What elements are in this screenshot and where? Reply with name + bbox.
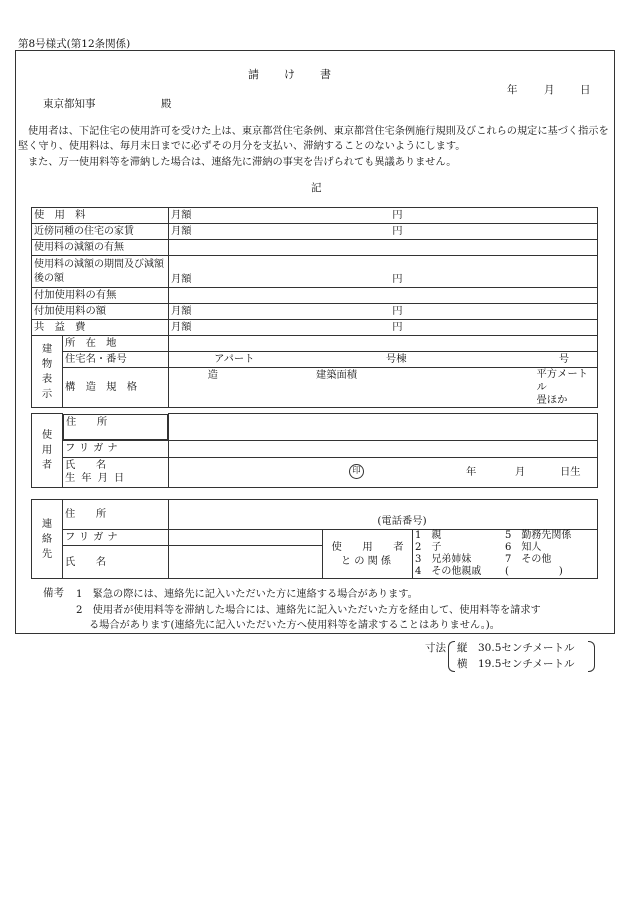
fee-label-gengaku-kikan: 使用料の減額の期間及び減額後の額 — [32, 256, 169, 288]
building-sqm: 平方メートル — [536, 368, 588, 393]
building-group-label: 建物表示 — [32, 336, 63, 408]
fee-unit: 円 — [197, 320, 417, 336]
contact-name-value[interactable] — [169, 546, 323, 579]
building-location-label: 所 在 地 — [63, 336, 169, 352]
note-2-line2: る場合があります(連絡先に記入いただいた方へ使用料等を請求することはありません。)。 — [89, 620, 500, 631]
contact-name-label: 氏 名 — [63, 546, 169, 579]
addressee-name: 東京都知事 — [43, 98, 96, 110]
user-furigana-label: フリガナ — [63, 440, 169, 457]
user-group-label: 使用者 — [32, 414, 63, 488]
fee-label-shiyoryo: 使 用 料 — [32, 208, 169, 224]
bracket-left — [448, 641, 455, 672]
note-1: 1 緊急の際には、連絡先に記入いただいた方に連絡する場合があります。 — [76, 589, 418, 600]
fee-row — [32, 304, 598, 320]
ki-heading: 記 — [311, 182, 322, 194]
contact-group-label: 連絡先 — [32, 500, 63, 579]
fee-row — [32, 240, 598, 256]
relation-option-row — [415, 554, 595, 566]
contact-furigana-label: フリガナ — [63, 530, 169, 546]
relation-option[interactable]: ( ) — [505, 566, 563, 577]
relation-option[interactable]: 5 勤務先関係 — [505, 530, 572, 541]
dimensions-label: 寸法 — [425, 642, 446, 654]
contact-furigana-value[interactable] — [169, 530, 323, 546]
fee-table — [31, 207, 598, 408]
user-birth-month: 月 — [515, 465, 526, 478]
user-birth-day: 日生 — [560, 465, 581, 478]
user-furigana-value[interactable] — [169, 440, 598, 457]
relation-option[interactable]: 7 その他 — [505, 554, 552, 565]
user-table — [31, 413, 598, 488]
user-name-label: 氏 名 — [65, 459, 107, 471]
fee-label-fuka-umu: 付加使用料の有無 — [32, 288, 169, 304]
relation-option[interactable]: 1 親 — [415, 530, 442, 541]
addressee-honorific: 殿 — [161, 98, 172, 110]
fee-prefix: 月額 — [169, 208, 197, 224]
fee-label-gengaku-umu: 使用料の減額の有無 — [32, 240, 169, 256]
body-paragraph-2: また、万一使用料等を滞納した場合は、連絡先に滞納の事実を告げられても異議ありません。 — [28, 157, 457, 168]
form-number: 第8号様式(第12条関係) — [18, 38, 131, 50]
date-day: 日 — [580, 84, 591, 96]
fee-unit: 円 — [197, 304, 417, 320]
relation-option-row — [415, 542, 595, 554]
fee-row — [32, 224, 598, 240]
fee-row — [32, 208, 598, 224]
building-goto: 号棟 — [257, 352, 417, 368]
building-apartment: アパート — [169, 352, 257, 368]
dimension-horizontal: 横 19.5センチメートル — [457, 658, 575, 670]
bracket-right — [588, 641, 595, 672]
user-birth-year: 年 — [466, 465, 477, 478]
building-floor-area: 建築面積 — [257, 368, 417, 408]
building-name-label: 住宅名・番号 — [63, 352, 169, 368]
relation-option[interactable]: 6 知人 — [505, 542, 542, 553]
building-row — [32, 352, 598, 368]
relation-label-line1: 使 用 者 — [331, 541, 404, 553]
body-paragraph-1: 使用者は、下記住宅の使用許可を受けた上は、東京都営住宅条例、東京都営住宅条例施行規則及びこれらの規定に基づく指示を堅く守り、使用料は、毎月末日までに必ずその月分を支払い、滞納することのないようにします。 — [18, 126, 609, 152]
relation-option[interactable]: 2 子 — [415, 542, 442, 553]
relation-label-line2: との関係 — [340, 555, 395, 567]
fee-row — [32, 320, 598, 336]
fee-label-kyoekihi: 共 益 費 — [32, 320, 169, 336]
relation-option-row — [415, 530, 595, 542]
fee-prefix: 月額 — [169, 320, 197, 336]
contact-relation-label — [323, 530, 413, 579]
building-go: 号 — [417, 352, 598, 368]
fee-unit: 円 — [197, 256, 417, 288]
building-area-units — [417, 368, 598, 408]
user-address-value[interactable] — [169, 414, 598, 441]
relation-option-row — [415, 566, 595, 578]
user-address-label: 住 所 — [63, 414, 168, 440]
building-row — [32, 336, 598, 352]
building-tatami: 畳ほか — [536, 394, 568, 406]
fee-prefix: 月額 — [169, 224, 197, 240]
relation-option[interactable]: 4 その他親戚 — [415, 566, 482, 577]
dimension-vertical: 縦 30.5センチメートル — [457, 642, 575, 654]
user-name-birth-label — [63, 457, 169, 487]
notes-label: 備考 — [43, 587, 64, 599]
contact-phone-label: (電話番号) — [169, 500, 598, 530]
relation-option[interactable]: 3 兄弟姉妹 — [415, 554, 472, 565]
note-2-line1: 2 使用者が使用料等を滞納した場合には、連絡先に記入いただいた方を経由して、使用料等を請求す — [76, 605, 541, 616]
contact-address-label: 住 所 — [63, 500, 169, 530]
form-title: 請 け 書 — [248, 68, 332, 81]
fee-label-kinbo: 近傍同種の住宅の家賃 — [32, 224, 169, 240]
date-year: 年 — [507, 84, 518, 96]
seal-mark: 印 — [349, 464, 364, 479]
fee-prefix: 月額 — [169, 304, 197, 320]
fee-unit: 円 — [197, 208, 417, 224]
building-structure-label: 構 造 規 格 — [63, 368, 169, 408]
user-birth-label: 生年月日 — [65, 472, 131, 484]
fee-unit: 円 — [197, 224, 417, 240]
building-row — [32, 368, 598, 408]
fee-row — [32, 256, 598, 288]
fee-row — [32, 288, 598, 304]
fee-prefix: 月額 — [169, 256, 197, 288]
date-month: 月 — [544, 84, 555, 96]
relation-options — [413, 530, 598, 579]
fee-label-fuka-gaku: 付加使用料の額 — [32, 304, 169, 320]
building-zukuri: 造 — [169, 368, 257, 408]
user-name-birth-value[interactable] — [169, 457, 598, 487]
contact-table — [31, 499, 598, 579]
